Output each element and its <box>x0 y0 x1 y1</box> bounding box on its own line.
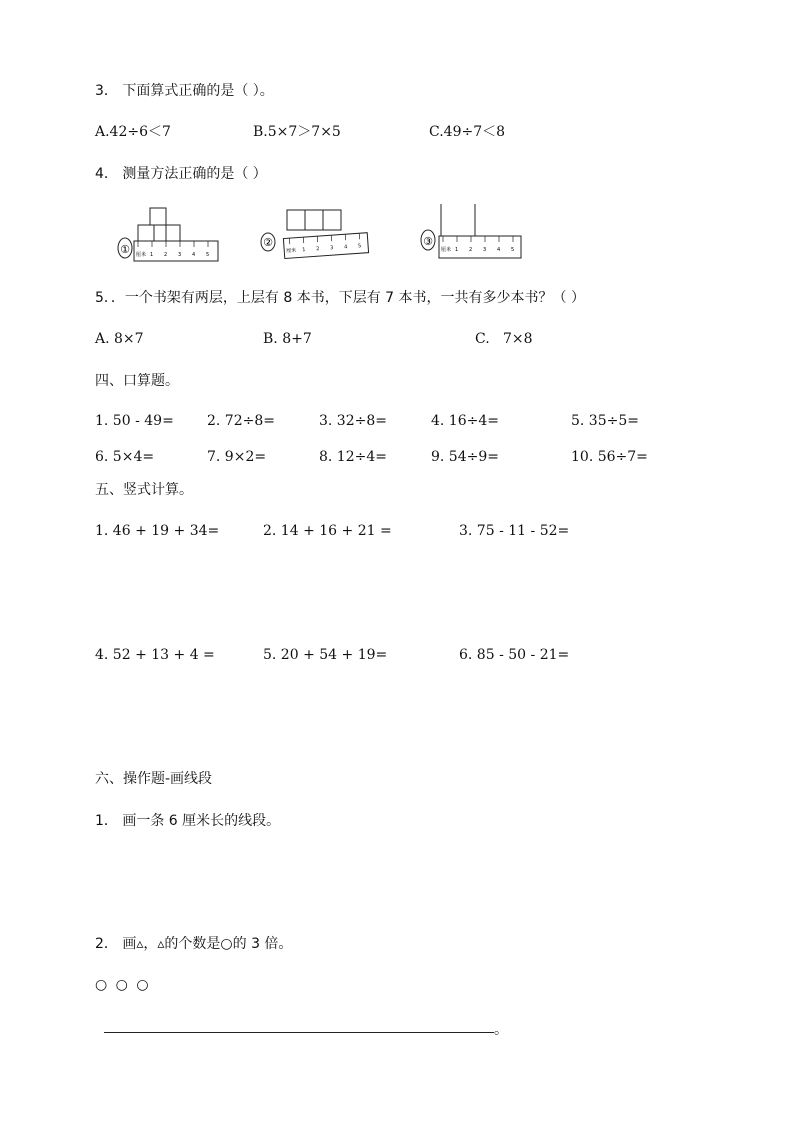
q5-title: 5．．一个书架有两层，上层有 8 本书，下层有 7 本书，一共有多少本书？（ ） <box>95 290 585 306</box>
mental-math-7: 7. 9×2= <box>207 449 267 465</box>
q5-option-a: A. 8×7 <box>95 331 144 347</box>
q4-figure-1 <box>116 202 220 270</box>
mental-math-2: 2. 72÷8= <box>207 413 275 429</box>
q4-figure-1-tick-3: 3 <box>178 252 182 258</box>
q4-figure-3-label: ③ <box>423 235 433 248</box>
answer-line <box>104 1032 494 1033</box>
q3-title: 3． 下面算式正确的是（ ）。 <box>95 83 274 99</box>
q4-figure-3-tick-3: 3 <box>483 247 487 253</box>
q4-figure-1-tick-4: 4 <box>192 252 196 258</box>
q5-option-b: B. 8+7 <box>263 331 312 347</box>
mental-math-10: 10. 56÷7= <box>571 449 648 465</box>
q3-option-c: C.49÷7＜8 <box>429 124 506 140</box>
mental-math-4: 4. 16÷4= <box>431 413 499 429</box>
q4-figure-2-tick-3: 3 <box>329 245 334 252</box>
q4-figure-2-tick-4: 4 <box>343 244 348 251</box>
mental-math-6: 6. 5×4= <box>95 449 155 465</box>
mental-math-9: 9. 54÷9= <box>431 449 499 465</box>
q4-figure-3-tick-5: 5 <box>511 247 515 253</box>
q4-figure-2-label: ② <box>263 236 273 249</box>
mental-math-3: 3. 32÷8= <box>319 413 387 429</box>
answer-line-end: 。 <box>494 1022 508 1038</box>
q4-figure-2-tick-1: 1 <box>302 247 306 254</box>
q5-option-c: C. 7×8 <box>475 331 533 347</box>
vertical-calc-2: 2. 14 + 16 + 21 = <box>263 523 392 539</box>
q4-figure-1-tick-2: 2 <box>164 252 168 258</box>
q4-figure-1-label: ① <box>120 243 130 256</box>
vertical-calc-1: 1. 46 + 19 + 34= <box>95 523 220 539</box>
q4-figure-2-tick-5: 5 <box>357 243 362 250</box>
q4-figure-1-tick-5: 5 <box>206 252 210 258</box>
q4-figure-1-tick-unit: 厘米 <box>136 252 147 258</box>
q4-figure-3 <box>419 202 523 266</box>
q4-figure-3-tick-2: 2 <box>469 247 473 253</box>
mental-math-5: 5. 35÷5= <box>571 413 639 429</box>
mental-math-1: 1. 50 - 49= <box>95 413 174 429</box>
vertical-calc-4: 4. 52 + 13 + 4 = <box>95 647 215 663</box>
vertical-calc-3: 3. 75 - 11 - 52= <box>459 523 570 539</box>
section6-q1: 1． 画一条 6 厘米长的线段。 <box>95 813 281 829</box>
section6-heading: 六、操作题-画线段 <box>95 771 213 787</box>
q3-option-b: B.5×7＞7×5 <box>253 124 341 140</box>
q4-figure-3-tick-4: 4 <box>497 247 501 253</box>
q4-figure-2-tick-unit: 厘米 <box>286 247 297 255</box>
q4-title: 4． 测量方法正确的是（ ） <box>95 166 267 182</box>
q4-figure-2-tick-2: 2 <box>316 246 320 253</box>
section4-heading: 四、口算题。 <box>95 373 179 389</box>
section6-q2: 2． 画▵，▵的个数是○的 3 倍。 <box>95 936 293 952</box>
mental-math-8: 8. 12÷4= <box>319 449 387 465</box>
vertical-calc-6: 6. 85 - 50 - 21= <box>459 647 570 663</box>
q4-figure-3-tick-unit: 厘米 <box>441 247 452 253</box>
q3-option-a: A.42÷6＜7 <box>95 124 171 140</box>
q4-figure-2 <box>260 206 372 270</box>
q4-figure-3-tick-1: 1 <box>455 247 459 253</box>
circles-row: ○ ○ ○ <box>95 977 151 993</box>
section5-heading: 五、竖式计算。 <box>95 482 193 498</box>
vertical-calc-5: 5. 20 + 54 + 19= <box>263 647 388 663</box>
q4-figure-1-tick-1: 1 <box>150 252 154 258</box>
